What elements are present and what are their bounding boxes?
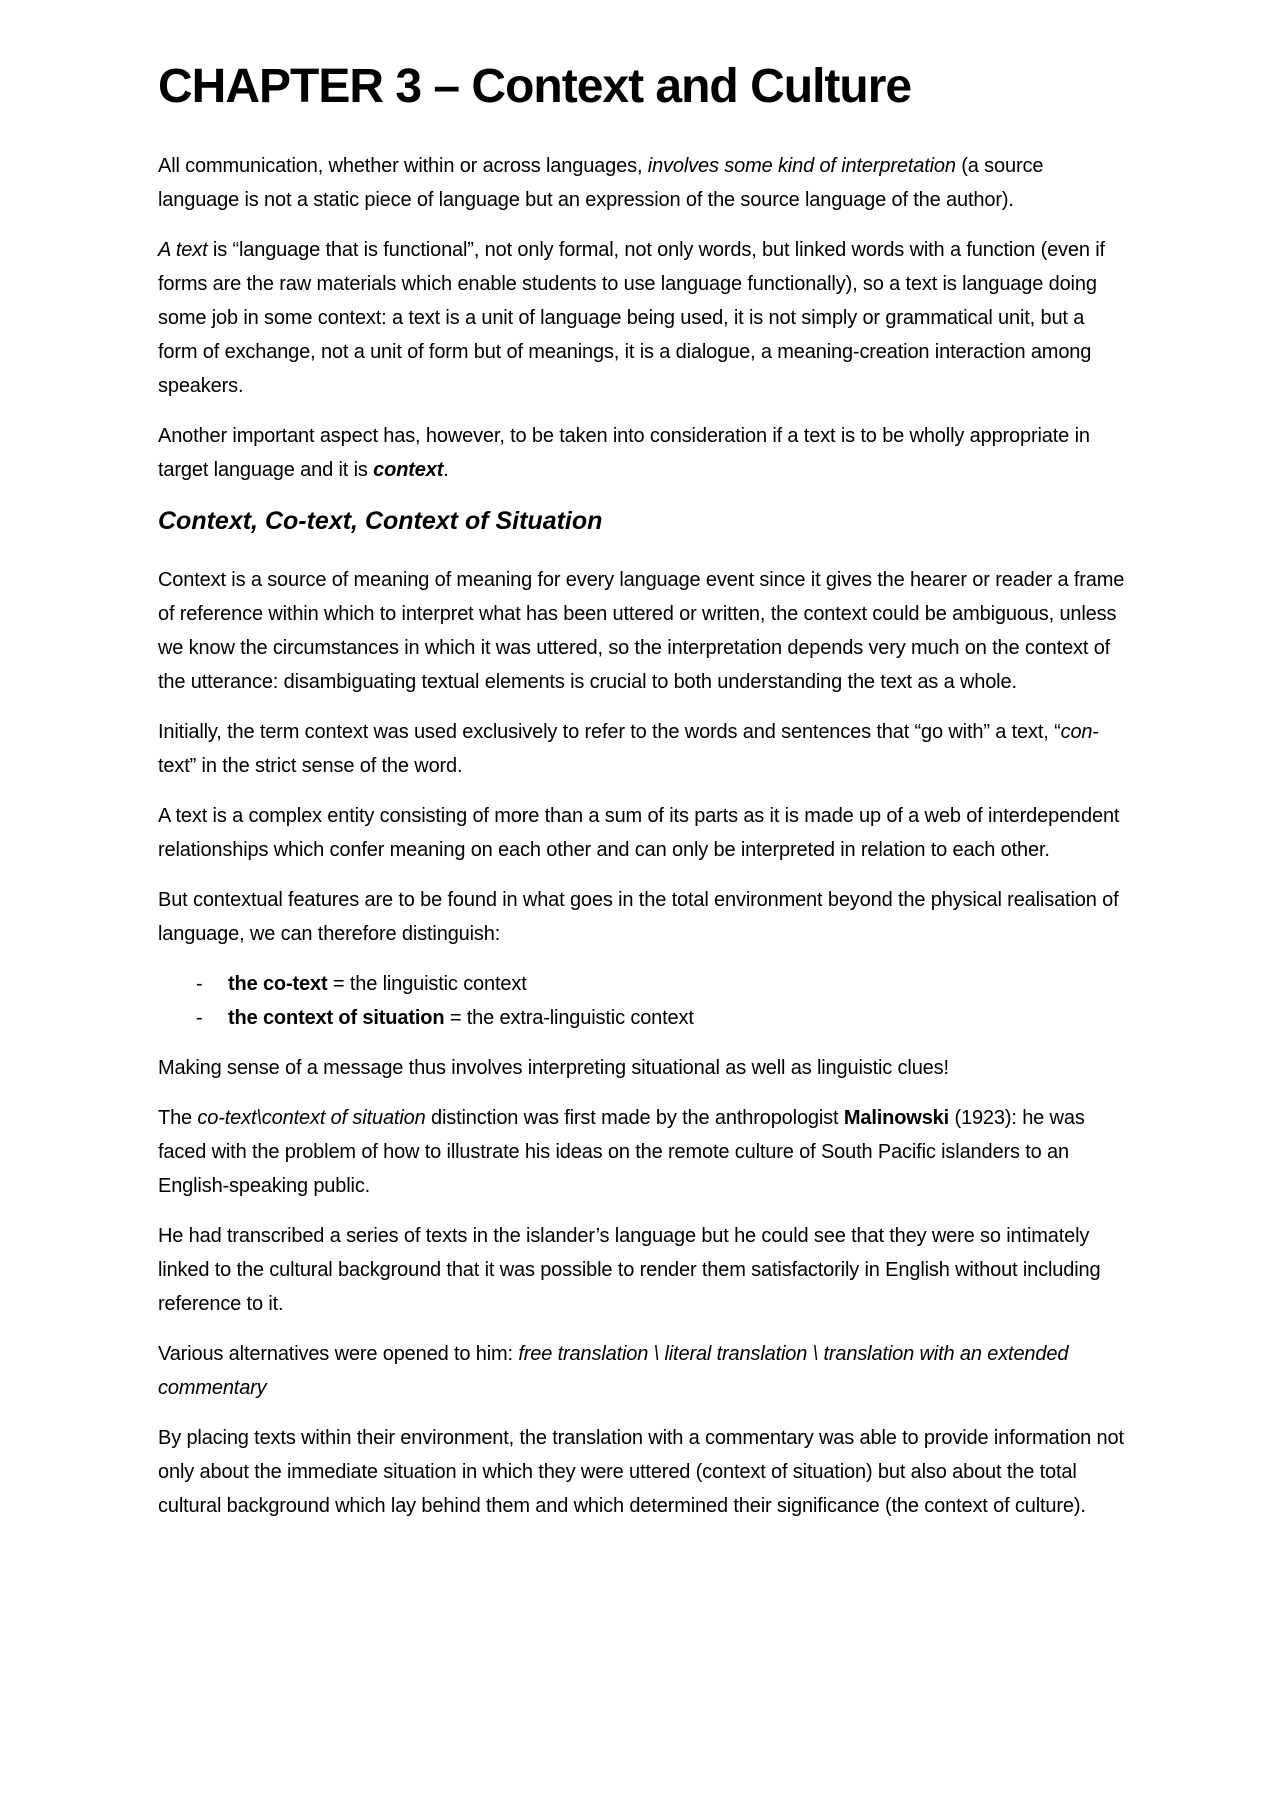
paragraph-complex-entity bbox=[158, 799, 1125, 867]
text-run: . bbox=[443, 459, 449, 481]
text-run: distinction was first made by the anthropologist bbox=[425, 1107, 844, 1129]
text-run: is “language that is functional”, not only formal, not only words, but linked words with a function (even if forms are the raw materials which enable students to use language functionally), so a text is language doing some job in some context: a text is a unit of language being used, it is not simply or grammatical unit, but a form of exchange, not a unit of form but of meanings, it is a dialogue, a meaning-creation interaction among speakers. bbox=[158, 239, 1105, 397]
text-run: All communication, whether within or across languages, bbox=[158, 155, 648, 177]
paragraph-transcription bbox=[158, 1219, 1125, 1321]
italic-run: con bbox=[1060, 721, 1093, 743]
bullet-dash: - bbox=[196, 973, 203, 995]
paragraph-making-sense bbox=[158, 1051, 1125, 1085]
list-item bbox=[158, 1001, 1125, 1035]
text-run: = the linguistic context bbox=[327, 973, 527, 995]
paragraph-context-term bbox=[158, 715, 1125, 783]
text-run: By placing texts within their environment, the translation with a commentary was able to provide information not only about the immediate situation in which they were uttered (context of situation) but also about the total cultural background which lay behind them and which determined their significance (the context of culture). bbox=[158, 1427, 1124, 1517]
text-run: But contextual features are to be found in what goes in the total environment beyond the physical realisation of language, we can therefore distinguish: bbox=[158, 889, 1119, 945]
text-run: Context is a source of meaning of meaning for every language event since it gives the hearer or reader a frame of reference within which to interpret what has been uttered or written, the context could be ambiguous, unless we know the circumstances in which it was uttered, so the interpretation depends very much on the context of the utterance: disambiguating textual elements is crucial to both understanding the text as a whole. bbox=[158, 569, 1125, 693]
text-run: (a source language is not a static piece of language but an expression of the source language of the author). bbox=[158, 155, 1044, 211]
bold-italic-run: context bbox=[373, 459, 444, 481]
italic-run: co-text\context of situation bbox=[197, 1107, 426, 1129]
bullet-dash: - bbox=[196, 1007, 203, 1029]
text-run: = the extra-linguistic context bbox=[444, 1007, 694, 1029]
section-heading-text: Context, Co-text, Context of Situation bbox=[158, 507, 603, 535]
text-run: -text” in the strict sense of the word. bbox=[158, 721, 1099, 777]
text-run: Another important aspect has, however, to be taken into consideration if a text is to be wholly appropriate in target language and it is bbox=[158, 425, 1090, 481]
italic-run: free translation \ literal translation \ translation with an extended commentary bbox=[158, 1343, 1069, 1399]
paragraph-contextual-features bbox=[158, 883, 1125, 951]
italic-run: involves some kind of interpretation bbox=[647, 155, 956, 177]
text-run: Making sense of a message thus involves interpreting situational as well as linguistic clues! bbox=[158, 1057, 949, 1079]
italic-run: A text bbox=[158, 239, 208, 261]
text-run: (1923): he was faced with the problem of how to illustrate his ideas on the remote culture of South Pacific islanders to an English-speaking public. bbox=[158, 1107, 1085, 1197]
paragraph-context-intro bbox=[158, 419, 1125, 487]
text-run: Various alternatives were opened to him: bbox=[158, 1343, 519, 1365]
page-title-text: CHAPTER 3 – Context and Culture bbox=[158, 60, 912, 113]
paragraph-context-source bbox=[158, 563, 1125, 699]
paragraph-alternatives bbox=[158, 1337, 1125, 1405]
list-item bbox=[158, 967, 1125, 1001]
page-title bbox=[158, 60, 1125, 113]
section-heading bbox=[158, 503, 1125, 539]
text-run: The bbox=[158, 1107, 198, 1129]
paragraph-text-definition bbox=[158, 233, 1125, 403]
text-run: A text is a complex entity consisting of more than a sum of its parts as it is made up of a web of interdependent relationships which confer meaning on each other and can only be interpreted in relation to each other. bbox=[158, 805, 1120, 861]
paragraph-malinowski bbox=[158, 1101, 1125, 1203]
text-run: He had transcribed a series of texts in the islander’s language but he could see that they were so intimately linked to the cultural background that it was possible to render them satisfactorily in English without including reference to it. bbox=[158, 1225, 1101, 1315]
bold-run: the co-text bbox=[228, 973, 328, 995]
text-run: Initially, the term context was used exclusively to refer to the words and sentences that “go with” a text, “ bbox=[158, 721, 1061, 743]
bullet-list bbox=[158, 967, 1125, 1035]
bold-run: the context of situation bbox=[228, 1007, 445, 1029]
list-item-text bbox=[228, 1001, 694, 1035]
list-item-text bbox=[228, 967, 527, 1001]
paragraph-context-of-culture bbox=[158, 1421, 1125, 1523]
paragraph-communication bbox=[158, 149, 1125, 217]
bold-run: Malinowski bbox=[843, 1107, 950, 1129]
